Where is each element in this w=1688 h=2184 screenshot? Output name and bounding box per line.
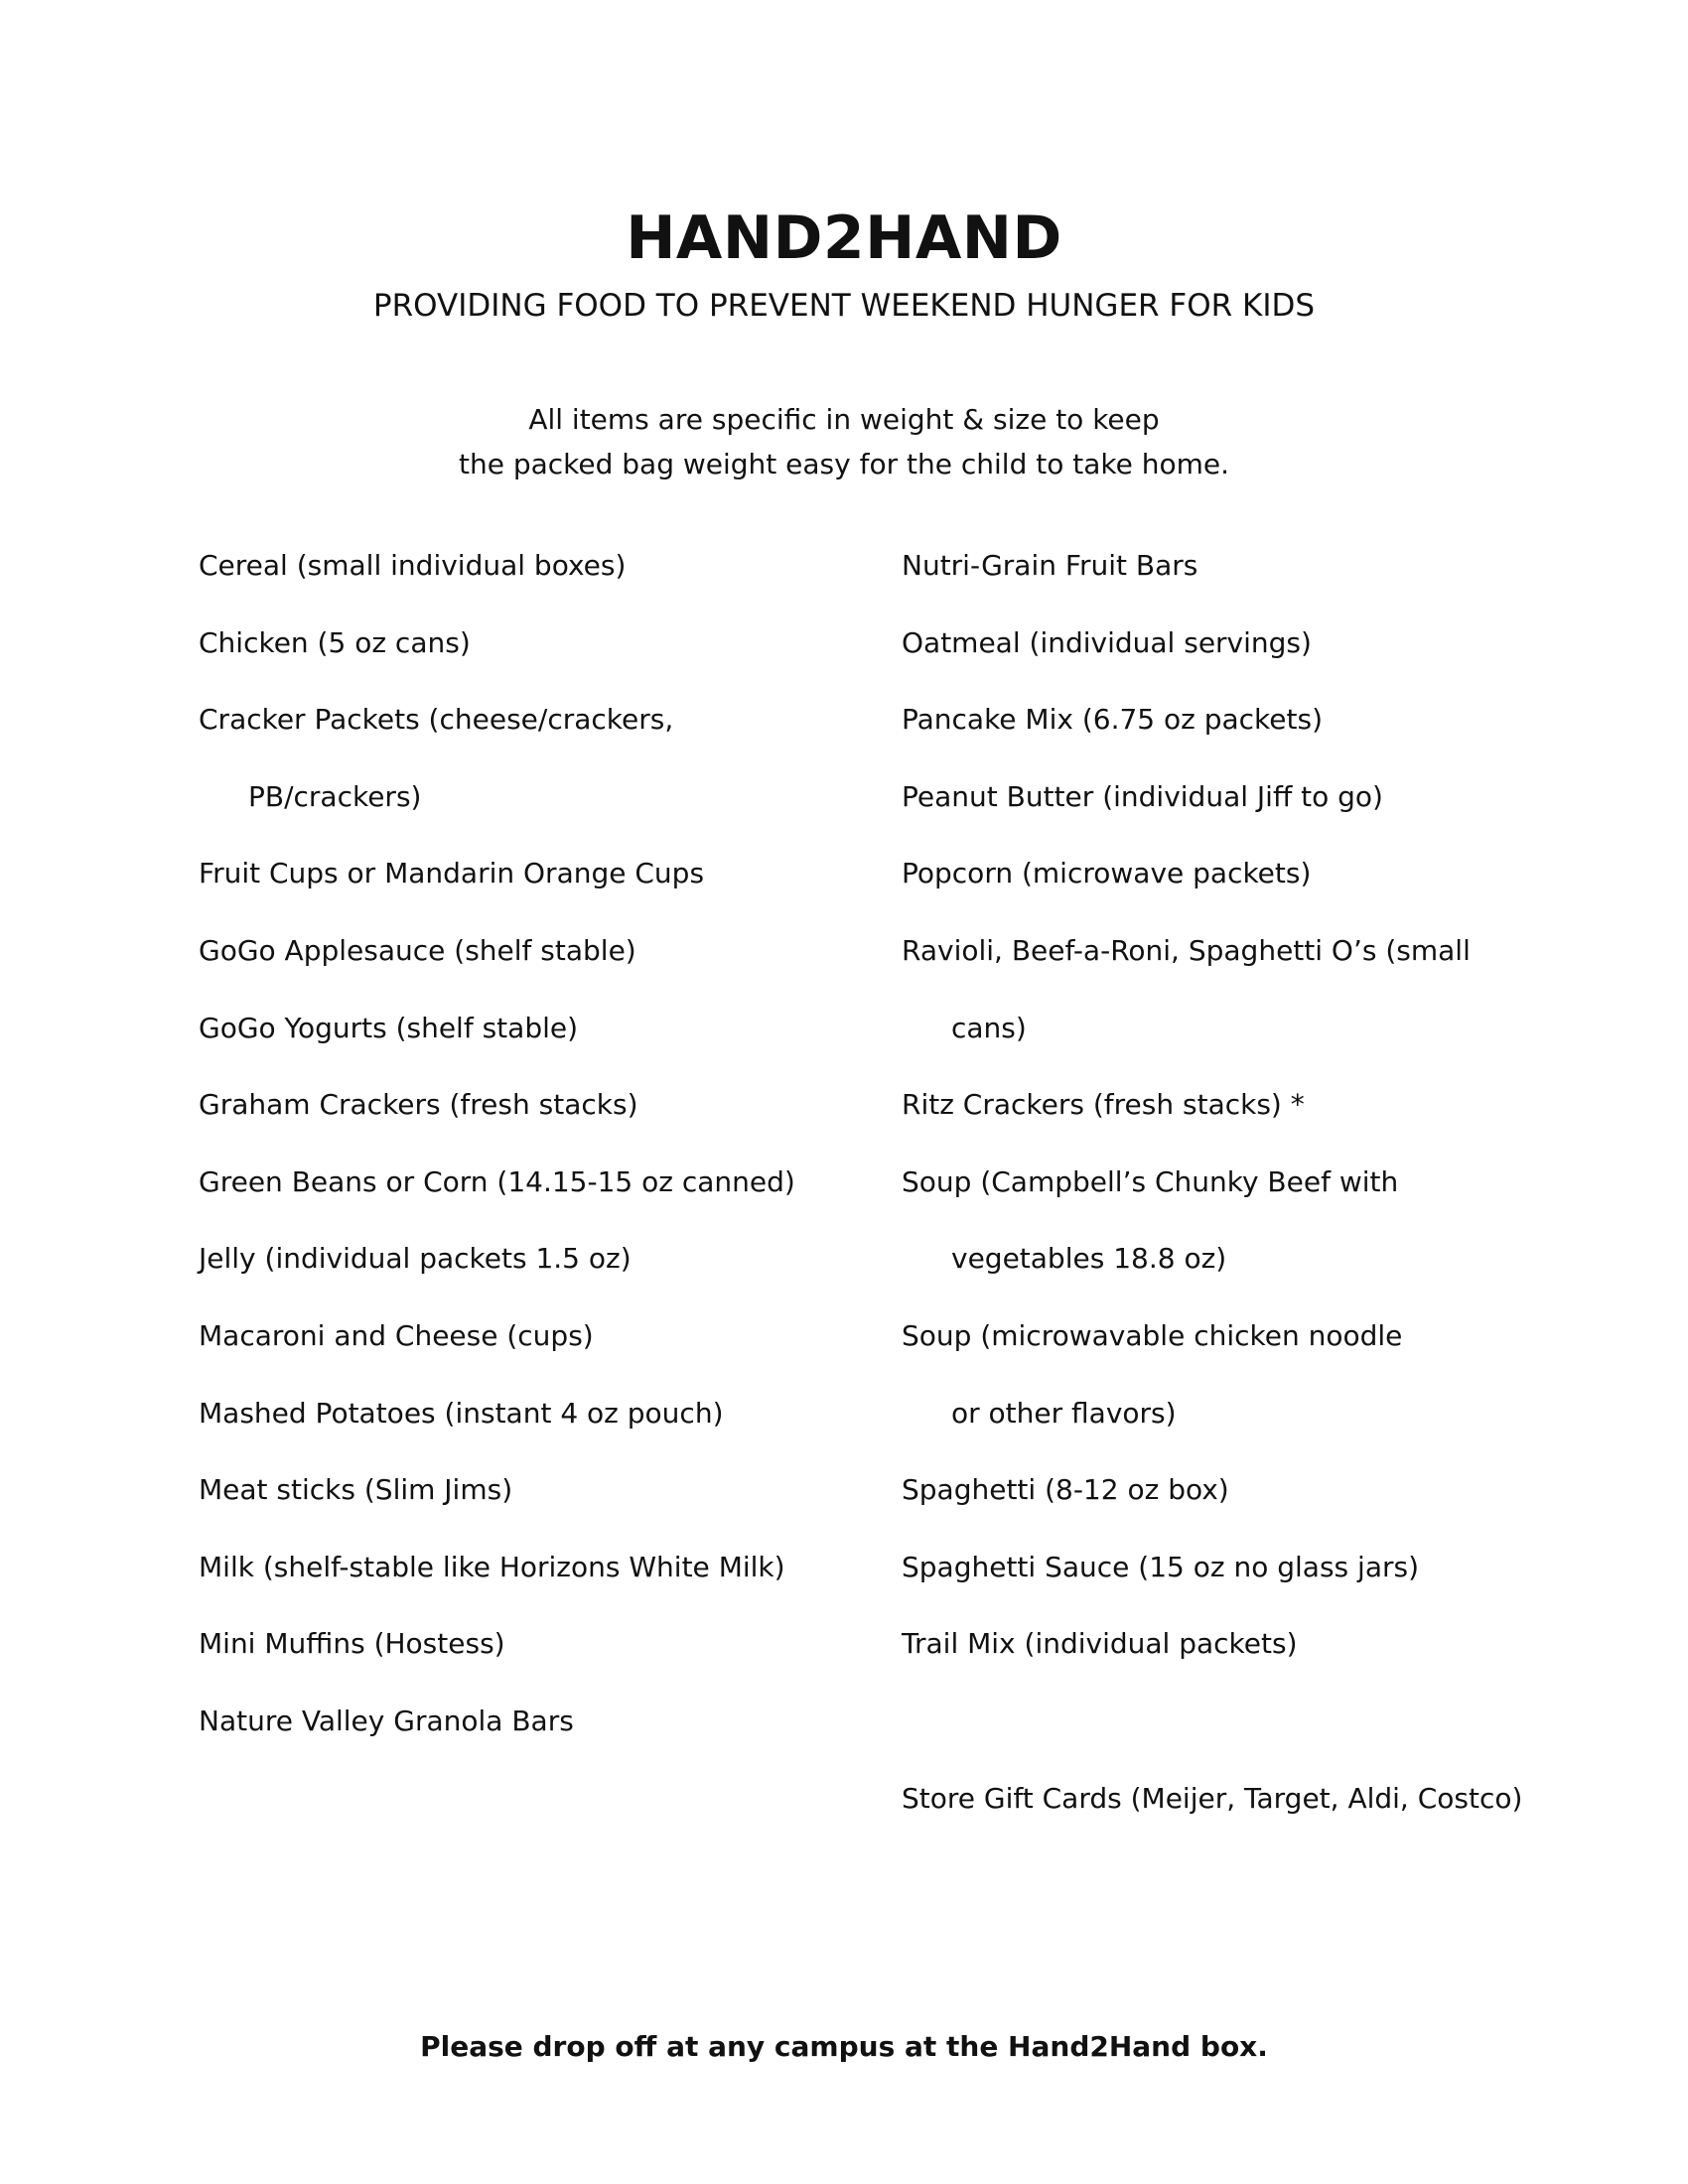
- list-item: Nutri-Grain Fruit Bars: [902, 549, 1198, 582]
- list-item: Milk (shelf-stable like Horizons White Milk): [199, 1550, 785, 1583]
- list-item: Spaghetti Sauce (15 oz no glass jars): [902, 1550, 1419, 1583]
- list-item: Graham Crackers (fresh stacks): [199, 1088, 638, 1122]
- left-item-list: [199, 536, 914, 1769]
- list-item: Trail Mix (individual packets): [902, 1627, 1298, 1661]
- list-item: Ritz Crackers (fresh stacks) *: [902, 1088, 1305, 1122]
- list-item: Popcorn (microwave packets): [902, 857, 1312, 890]
- list-item: Ravioli, Beef-a-Roni, Spaghetti O’s (small: [902, 933, 1471, 967]
- list-item-continuation: vegetables 18.8 oz): [951, 1242, 1227, 1276]
- list-item: Meat sticks (Slim Jims): [199, 1473, 513, 1507]
- list-item: Green Beans or Corn (14.15-15 oz canned): [199, 1164, 795, 1198]
- dropoff-note: Please drop off at any campus at the Hand2Hand box.: [420, 2030, 1268, 2063]
- list-item: Cracker Packets (cheese/crackers,: [199, 703, 674, 737]
- list-item: Peanut Butter (individual Jiff to go): [902, 779, 1383, 813]
- list-item: GoGo Applesauce (shelf stable): [199, 933, 636, 967]
- page-subtitle: PROVIDING FOOD TO PREVENT WEEKEND HUNGER FOR KIDS: [372, 288, 1316, 324]
- list-item: Pancake Mix (6.75 oz packets): [902, 703, 1323, 737]
- list-item: Macaroni and Cheese (cups): [199, 1318, 594, 1352]
- list-spacer: [902, 1692, 1617, 1769]
- list-item: GoGo Yogurts (shelf stable): [199, 1011, 579, 1044]
- list-item: Soup (Campbell’s Chunky Beef with: [902, 1164, 1399, 1198]
- list-item: Jelly (individual packets 1.5 oz): [199, 1242, 632, 1276]
- list-item: Soup (microwavable chicken noodle: [902, 1318, 1403, 1352]
- list-item: Oatmeal (individual servings): [902, 625, 1312, 659]
- list-item: Spaghetti (8-12 oz box): [902, 1473, 1229, 1507]
- list-item-continuation: cans): [951, 1011, 1027, 1044]
- list-item: Fruit Cups or Mandarin Orange Cups: [199, 857, 705, 890]
- intro-line-2: the packed bag weight easy for the child to take home.: [458, 448, 1230, 480]
- intro-line-1: All items are specific in weight & size to keep: [528, 403, 1160, 436]
- list-item: Nature Valley Granola Bars: [199, 1704, 574, 1737]
- list-item-gift-cards: Store Gift Cards (Meijer, Target, Aldi, Costco): [902, 1781, 1523, 1815]
- list-item-continuation: PB/crackers): [248, 779, 422, 813]
- page-title: HAND2HAND: [626, 204, 1062, 273]
- list-item: Mini Muffins (Hostess): [199, 1627, 505, 1661]
- intro-text: [0, 397, 1688, 486]
- list-item: Chicken (5 oz cans): [199, 625, 471, 659]
- right-item-list: [902, 536, 1617, 1845]
- list-item: Cereal (small individual boxes): [199, 549, 627, 582]
- list-item: Mashed Potatoes (instant 4 oz pouch): [199, 1396, 724, 1430]
- list-item-continuation: or other flavors): [951, 1396, 1177, 1430]
